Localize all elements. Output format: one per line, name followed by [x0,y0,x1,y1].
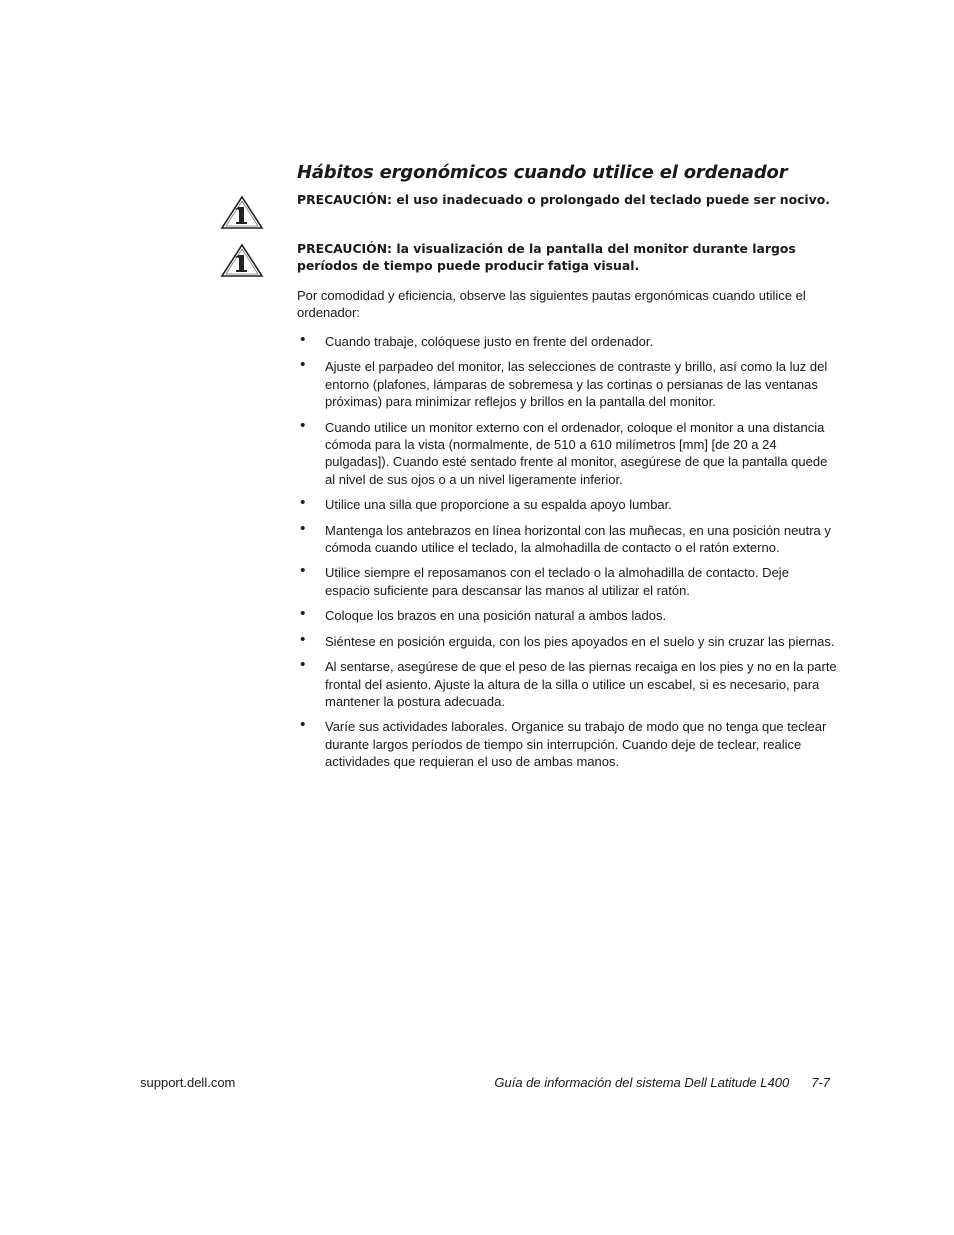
list-item-text: Cuando trabaje, colóquese justo en frente del ordenador. [325,334,654,349]
list-item-text: Utilice siempre el reposamanos con el teclado o la almohadilla de contacto. Deje espacio suficiente para descansar las manos al utilizar el ratón. [325,565,789,598]
footer-guide-name: Guía de información del sistema Dell Latitude L400 [494,1075,790,1090]
list-item-text: Coloque los brazos en una posición natural a ambos lados. [325,608,667,624]
list-item [297,519,837,557]
footer-website: support.dell.com [140,1075,236,1090]
bullet-icon: • [300,356,306,374]
ergonomic-guidelines-list [297,333,837,779]
list-item-text: Mantenga los antebrazos en línea horizontal con las muñecas, en una posición neutra y cómoda cuando utilice el teclado, la almohadilla de contacto o el ratón externo. [325,522,831,556]
bullet-icon: • [300,656,306,674]
list-item [297,718,837,770]
intro-paragraph: Por comodidad y eficiencia, observe las siguientes pautas ergonómicas cuando utilice el ordenador: [297,288,806,320]
list-item-text: Varíe sus actividades laborales. Organice su trabajo de modo que no tenga que teclear durante largos períodos de tiempo sin interrupción. Cuando deje de teclear, realice actividades que requieran el uso de ambas manos. [325,719,827,770]
list-item-text: Al sentarse, asegúrese de que el peso de las piernas recaiga en los pies y no en la parte frontal del asiento. Ajuste la altura de la silla o utilice un escabel, si es necesario, para mantener la postura adecuada. [325,659,837,709]
page-number: 7-7 [811,1075,830,1090]
bullet-icon: • [300,494,306,512]
list-item [297,496,837,513]
caution-triangle-icon [220,195,264,231]
list-item-text: Siéntese en posición erguida, con los pies apoyados en el suelo y sin cruzar las piernas. [325,633,835,649]
list-item [297,358,837,410]
bullet-icon: • [300,331,306,348]
bullet-icon: • [300,716,306,734]
caution-note: PRECAUCIÓN: el uso inadecuado o prolongado del teclado puede ser nocivo. [297,192,830,207]
bullet-icon: • [300,416,306,434]
bullet-icon: • [300,630,306,648]
list-item [297,333,837,350]
page-title: Hábitos ergonómicos cuando utilice el ordenador [297,162,788,183]
caution-note: PRECAUCIÓN: la visualización de la pantalla del monitor durante largos períodos de tiempo puede producir fatiga visual. [297,241,796,273]
bullet-icon: • [300,519,306,537]
list-item [297,658,837,710]
bullet-icon: • [300,562,306,580]
list-item [297,416,837,489]
list-item-text: Ajuste el parpadeo del monitor, las selecciones de contraste y brillo, así como la luz del entorno (plafones, lámparas de sobremesa y las cortinas o persianas de las ventanas próximas) para minimizar reflejos y brillos en la pantalla del monitor. [325,359,828,410]
list-item [297,607,837,624]
list-item-text: Utilice una silla que proporcione a su espalda apoyo lumbar. [325,497,672,513]
list-item-text: Cuando utilice un monitor externo con el ordenador, coloque el monitor a una distancia cómoda para la vista (normalmente, de 510 a 610 milímetros [mm] [de 20 a 24 pulgadas]). Cuando esté sentado frente al monitor, asegúrese de que la pantalla quede al nivel de sus ojos o a un nivel ligeramente inferior. [325,419,828,487]
bullet-icon: • [300,605,306,623]
list-item [297,564,837,599]
list-item [297,630,837,650]
caution-triangle-icon [220,243,264,279]
footer-guide-title [494,1074,830,1091]
